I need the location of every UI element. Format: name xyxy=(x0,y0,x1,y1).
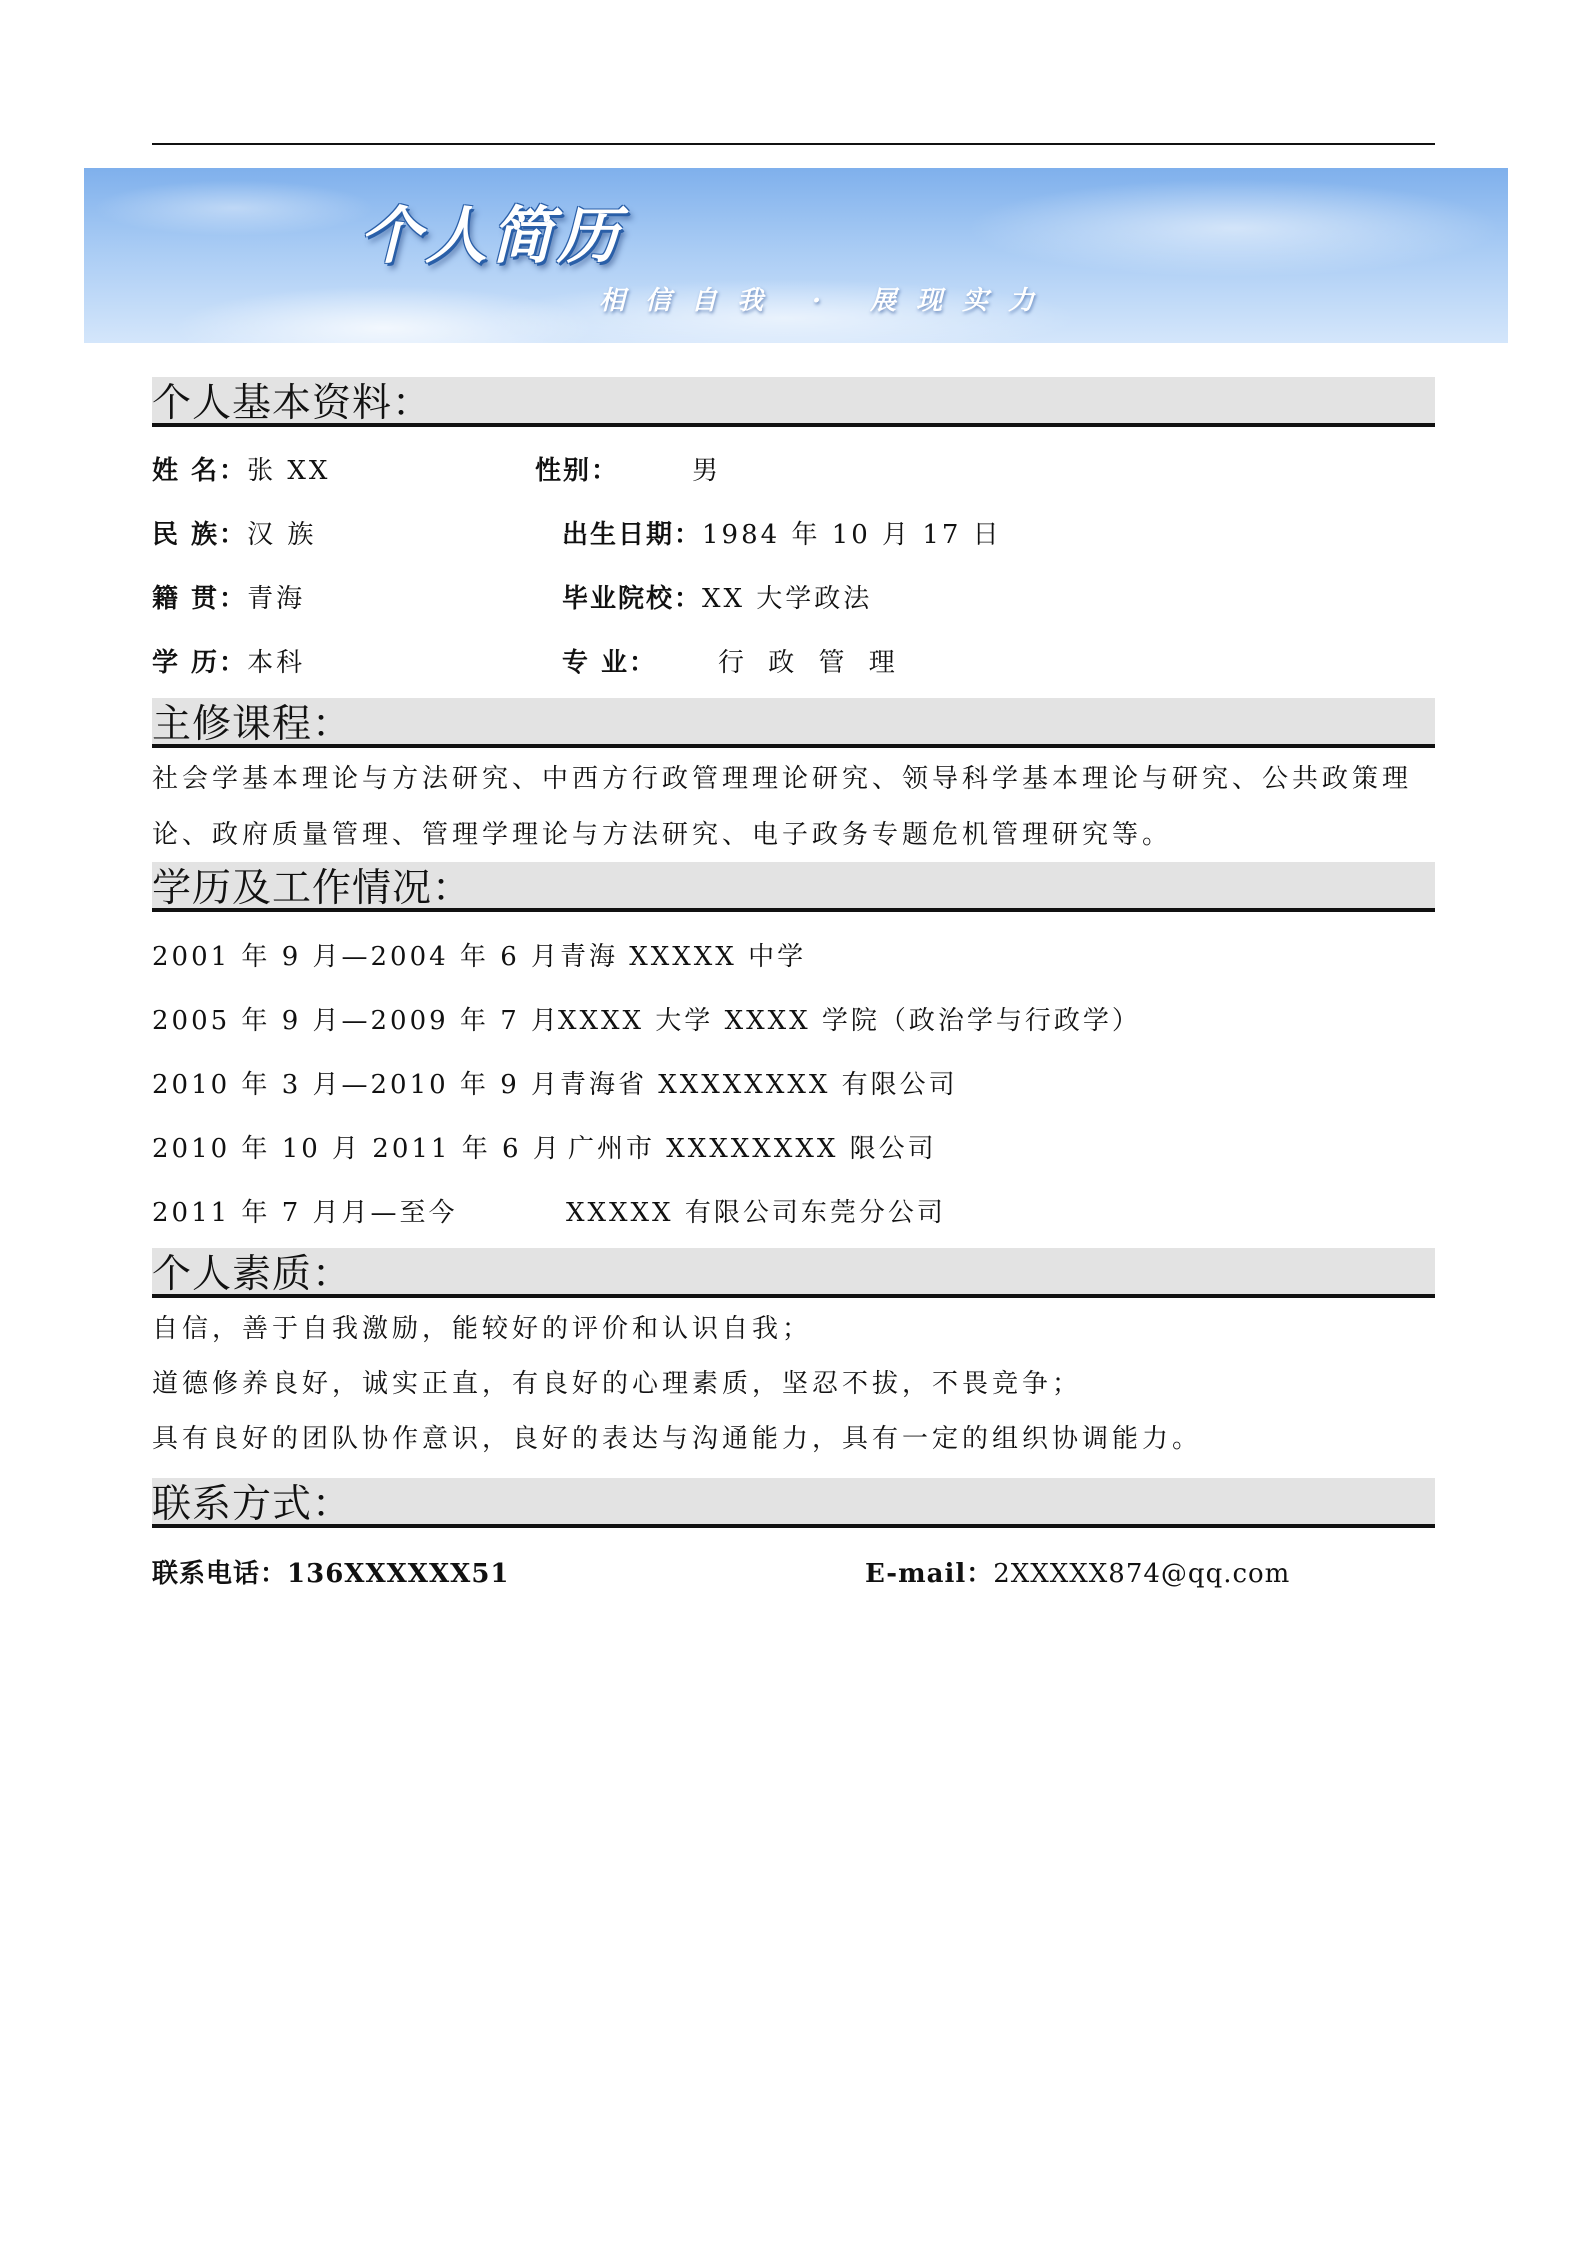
history-period: 2011 年 7 月月—至今 xyxy=(152,1198,458,1228)
quality-line: 具有良好的团队协作意识，良好的表达与沟通能力，具有一定的组织协调能力。 xyxy=(152,1424,1203,1454)
major-row xyxy=(562,646,657,680)
history-place: XXXX 大学 XXXX 学院（政治学与行政学） xyxy=(558,1006,1141,1036)
origin-row xyxy=(152,582,305,616)
birth-label: 出生日期： xyxy=(562,520,703,550)
section-title: 主修课程： xyxy=(152,702,353,747)
school-label: 毕业院校： xyxy=(562,584,703,614)
courses-text: 社会学基本理论与方法研究、中西方行政管理理论研究、领导科学基本理论与研究、公共政策理论、政府质量管理、管理学理论与方法研究、电子政务专题危机管理研究等。 xyxy=(152,764,1413,850)
degree-value: 本科 xyxy=(247,648,306,678)
name-value: 张 XX xyxy=(247,456,331,486)
ethnicity-row xyxy=(152,518,316,552)
top-rule xyxy=(152,143,1435,145)
gender-value: 男 xyxy=(692,456,722,486)
history-period: 2010 年 10 月 2011 年 6 月 xyxy=(152,1134,562,1164)
birth-row xyxy=(562,518,1002,552)
name-label: 姓 名： xyxy=(152,456,248,486)
history-period: 2001 年 9 月—2004 年 6 月 xyxy=(152,942,561,972)
phone-row xyxy=(152,1557,510,1591)
major-value: 行 政 管 理 xyxy=(718,648,903,678)
history-place: 广州市 XXXXXXXX 限公司 xyxy=(568,1134,937,1164)
section-title: 学历及工作情况： xyxy=(152,866,473,911)
section-title: 联系方式： xyxy=(152,1482,353,1527)
origin-value: 青海 xyxy=(247,584,306,614)
quality-line: 自信，善于自我激励，能较好的评价和认识自我； xyxy=(152,1314,813,1344)
header-banner xyxy=(84,168,1508,343)
section-title: 个人基本资料： xyxy=(152,381,433,426)
gender-row xyxy=(535,454,619,488)
section-qualities-heading xyxy=(152,1248,1435,1298)
school-row xyxy=(562,582,872,616)
school-value: XX 大学政法 xyxy=(702,584,873,614)
phone-label: 联系电话： xyxy=(152,1559,288,1589)
history-period: 2005 年 9 月—2009 年 7 月 xyxy=(152,1006,561,1036)
section-title: 个人素质： xyxy=(152,1252,353,1297)
ethnicity-label: 民 族： xyxy=(152,520,248,550)
history-period: 2010 年 3 月—2010 年 9 月 xyxy=(152,1070,561,1100)
degree-row xyxy=(152,646,305,680)
ethnicity-value: 汉 族 xyxy=(247,520,317,550)
section-contact-heading xyxy=(152,1478,1435,1528)
phone-value: 136XXXXXX51 xyxy=(287,1559,510,1589)
name-row xyxy=(152,454,330,488)
section-courses-heading xyxy=(152,698,1435,748)
major-label: 专 业： xyxy=(562,648,658,678)
origin-label: 籍 贯： xyxy=(152,584,248,614)
gender-label: 性别： xyxy=(535,456,620,486)
email-row xyxy=(865,1557,1290,1591)
banner-subtitle: 相信自我 · 展现实力 xyxy=(599,286,1055,316)
history-place: 青海省 XXXXXXXX 有限公司 xyxy=(560,1070,958,1100)
degree-label: 学 历： xyxy=(152,648,248,678)
section-history-heading xyxy=(152,862,1435,912)
quality-line: 道德修养良好，诚实正直，有良好的心理素质，坚忍不拔，不畏竞争； xyxy=(152,1369,1083,1399)
email-value: 2XXXXX874@qq.com xyxy=(993,1559,1291,1589)
history-place: XXXXX 有限公司东莞分公司 xyxy=(566,1198,946,1228)
history-place: 青海 XXXXX 中学 xyxy=(560,942,807,972)
birth-value: 1984 年 10 月 17 日 xyxy=(702,520,1002,550)
section-basic-info-heading xyxy=(152,377,1435,427)
banner-title: 个人简历 xyxy=(359,199,624,272)
email-label: E-mail： xyxy=(865,1559,994,1589)
